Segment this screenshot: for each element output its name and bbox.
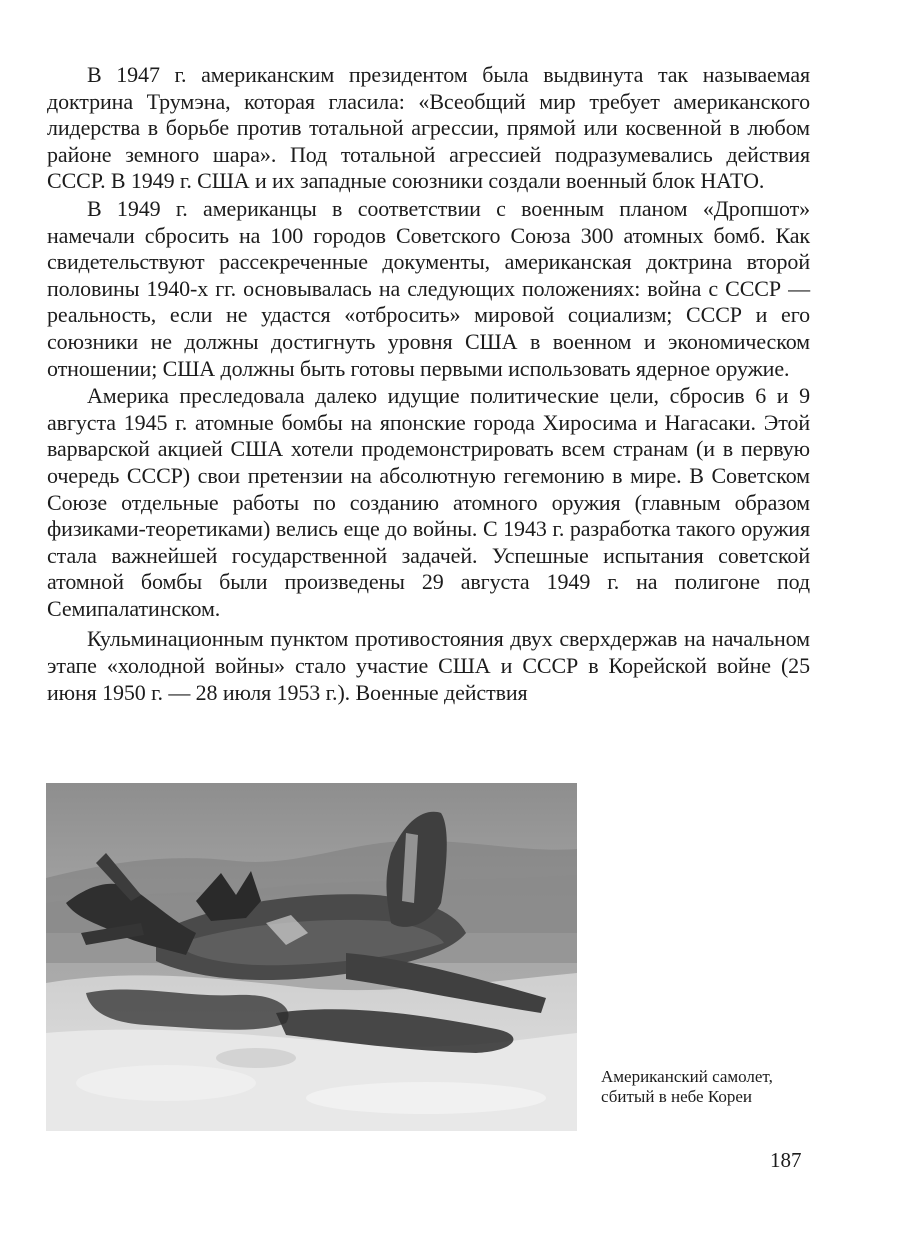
downed-aircraft-illustration: [46, 783, 577, 1131]
paragraph-atomic-bombing: Америка преследовала далеко идущие политические цели, сбросив 6 и 9 августа 1945 г. атомные бомбы на японские города Хиросима и Нагасаки. Этой варварской акцией США хотели продемонстрировать всем странам (и в первую очередь СССР) свои претензии на абсолютную гегемонию в мире. В Советском Союзе отдельные работы по созданию атомного оружия (главным образом физиками-теоретиками) велись еще до войны. С 1943 г. разработка такого оружия стала важнейшей государственной задачей. Успешные испытания советской атомной бомбы были произведены 29 августа 1949 г. на полигоне под Семипалатинском.: [47, 383, 810, 621]
photo-caption: Американский самолет, сбитый в небе Кореи: [601, 1067, 773, 1106]
main-text: [47, 62, 810, 706]
paragraph-truman-doctrine: В 1947 г. американским президентом была выдвинута так называемая доктрина Трумэна, которая гласила: «Всеобщий мир требует американского лидерства в борьбе против тотальной агрессии, прямой или косвенной в любом районе земного шара». Под тотальной агрессией подразумевались действия СССР. В 1949 г. США и их западные союзники создали военный блок НАТО.: [47, 62, 810, 194]
photo-downed-aircraft: [46, 783, 577, 1131]
paragraph-korean-war: Кульминационным пунктом противостояния двух сверхдержав на начальном этапе «холодной войны» стало участие США и СССР в Корейской войне (25 июня 1950 г. — 28 июля 1953 г.). Военные действия: [47, 626, 810, 705]
paragraph-dropshot-plan: В 1949 г. американцы в соответствии с военным планом «Дропшот» намечали сбросить на 100 городов Советского Союза 300 атомных бомб. Как свидетельствуют рассекреченные документы, американская доктрина второй половины 1940-х гг. основывалась на следующих положениях: война с СССР — реальность, если не удастся «отбросить» мировой социализм; СССР и его союзники не должны достигнуть уровня США в военном и экономическом отношении; США должны быть готовы первыми использовать ядерное оружие.: [47, 195, 810, 381]
page-number: 187: [770, 1148, 802, 1172]
